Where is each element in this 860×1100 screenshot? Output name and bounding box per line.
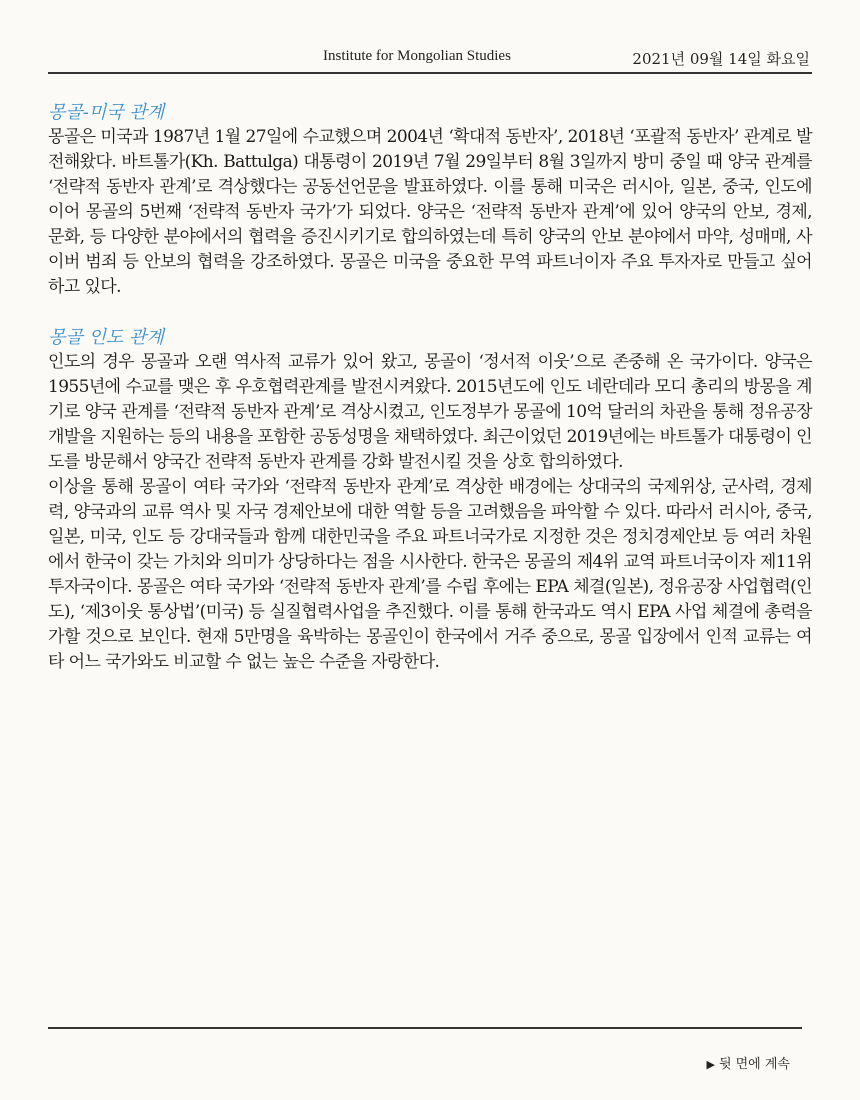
continue-note — [706, 1053, 790, 1072]
section-title: 몽골-미국 관계 — [48, 102, 165, 123]
institute-name: Institute for Mongolian Studies — [323, 48, 511, 64]
publication-date: 2021년 09월 14일 화요일 — [632, 50, 810, 68]
triangle-right-icon: ▶ — [706, 1058, 715, 1071]
section-mongolia-us — [48, 100, 812, 300]
paragraph: 인도의 경우 몽골과 오랜 역사적 교류가 있어 왔고, 몽골이 ‘정서적 이웃’으로 존중해 온 국가이다. 양국은 1955년에 수교를 맺은 후 우호협력관계를 발전시켜왔다. 2015년도에 인도 네란데라 모디 총리의 방몽을 계기로 양국 관계를 ‘전략적 동반자 관계’로 격상시켰고, 인도정부가 몽골에 10억 달러의 차관을 통해 정유공장 개발을 지원하는 등의 내용을 포함한 공동성명을 채택하였다. 최근이었던 2019년에는 바트톨가 대통령이 인도를 방문해서 양국간 전략적 동반자 관계를 강화 발전시킬 것을 상호 합의하였다. — [48, 352, 812, 472]
footer-divider — [48, 1027, 802, 1029]
paragraph: 몽골은 미국과 1987년 1월 27일에 수교했으며 2004년 ‘확대적 동반자’, 2018년 ‘포괄적 동반자’ 관계로 발전해왔다. 바트톨가(Kh. Battulga) 대통령이 2019년 7월 29일부터 8월 3일까지 방미 중일 때 양국 관계를 ‘전략적 동반자 관계’로 격상했다는 공동선언문을 발표하였다. 이를 통해 미국은 러시아, 일본, 중국, 인도에 이어 몽골의 5번째 ‘전략적 동반자 국가’가 되었다. 양국은 ‘전략적 동반자 관계’에 있어 양국의 안보, 경제, 문화, 등 다양한 분야에서의 협력을 증진시키기로 합의하였는데 특히 양국의 안보 분야에서 마약, 성매매, 사이버 범죄 등 안보의 협력을 강조하였다. 몽골은 미국을 중요한 무역 파트너이자 주요 투자자로 만들고 싶어하고 있다. — [48, 127, 812, 297]
article-body — [48, 100, 812, 675]
page-header — [48, 44, 812, 74]
section-mongolia-india — [48, 325, 812, 675]
paragraph: 이상을 통해 몽골이 여타 국가와 ‘전략적 동반자 관계’로 격상한 배경에는 상대국의 국제위상, 군사력, 경제력, 양국과의 교류 역사 및 자국 경제안보에 대한 역할 등을 고려했음을 파악할 수 있다. 따라서 러시아, 중국, 일본, 미국, 인도 등 강대국들과 함께 대한민국을 주요 파트너국가로 지정한 것은 정치경제안보 등 여러 차원에서 한국이 갖는 가치와 의미가 상당하다는 점을 시사한다. 한국은 몽골의 제4위 교역 파트너국이자 제11위 투자국이다. 몽골은 여타 국가와 ‘전략적 동반자 관계’를 수립 후에는 EPA 체결(일본), 정유공장 사업협력(인도), ‘제3이웃 통상법’(미국) 등 실질협력사업을 추진했다. 이를 통해 한국과도 역시 EPA 사업 체결에 총력을 가할 것으로 보인다. 현재 5만명을 육박하는 몽골인이 한국에서 거주 중으로, 몽골 입장에서 인적 교류는 여타 어느 국가와도 비교할 수 없는 높은 수준을 자랑한다. — [48, 477, 812, 672]
section-title: 몽골 인도 관계 — [48, 327, 164, 348]
continue-label: 뒷 면에 계속 — [718, 1057, 790, 1072]
